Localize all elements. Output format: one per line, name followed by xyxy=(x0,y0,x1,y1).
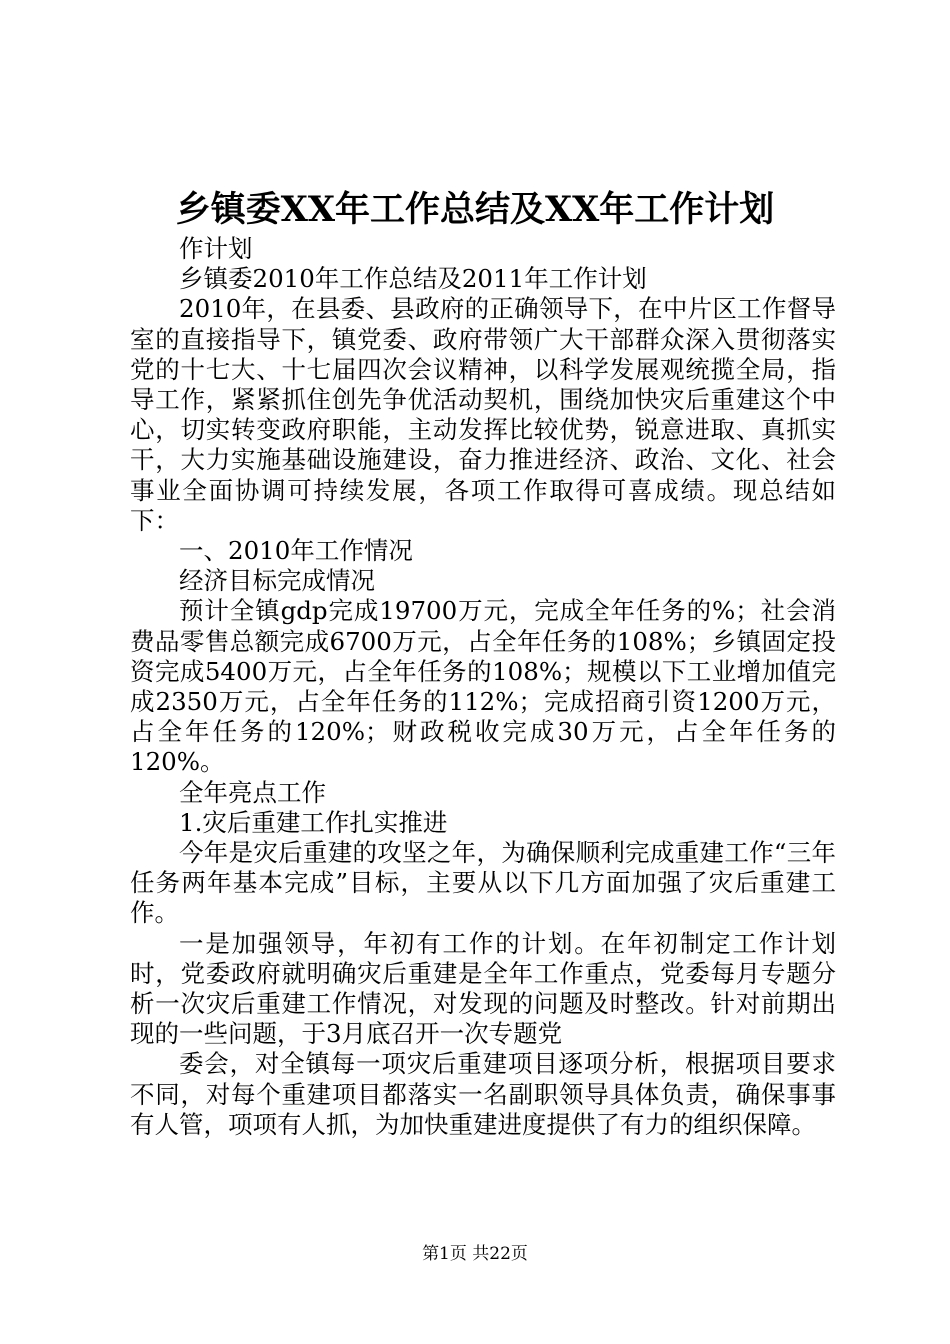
subsection-heading: 全年亮点工作 xyxy=(179,777,326,807)
subsection-heading: 经济目标完成情况 xyxy=(179,566,375,596)
paragraph: 委会，对全镇每一项灾后重建项目逐项分析，根据项目要求不同，对每个重建项目都落实一名副职领导具体负责，确保事事有人管，项项有人抓，为加快重建进度提供了有力的组织保障。 xyxy=(130,1049,836,1139)
paragraph: 今年是灾后重建的攻坚之年，为确保顺利完成重建工作“三年任务两年基本完成”目标，主要从以下几方面加强了灾后重建工作。 xyxy=(130,838,836,928)
page-footer: 第1页 共22页 xyxy=(422,1244,528,1264)
paragraph: 乡镇委2010年工作总结及2011年工作计划 xyxy=(179,264,647,294)
paragraph: 预计全镇gdp完成19700万元，完成全年任务的%；社会消费品零售总额完成6700万元，占全年任务的108%；乡镇固定投资完成5400万元，占全年任务的108%；规模以下工业增加值完成2350万元，占全年任务的112%；完成招商引资1200万元，占全年任务的120%；财政税收完成30万元，占全年任务的120%。 xyxy=(130,596,836,777)
paragraph: 一是加强领导，年初有工作的计划。在年初制定工作计划时，党委政府就明确灾后重建是全年工作重点，党委每月专题分析一次灾后重建工作情况，对发现的问题及时整改。针对前期出现的一些问题，于3月底召开一次专题党 xyxy=(130,928,836,1049)
subsection-heading: 1.灾后重建工作扎实推进 xyxy=(179,807,448,837)
document-title: 乡镇委XX年工作总结及XX年工作计划 xyxy=(175,189,775,230)
section-heading: 一、2010年工作情况 xyxy=(179,536,413,566)
paragraph: 作计划 xyxy=(179,234,253,263)
paragraph: 2010年，在县委、县政府的正确领导下，在中片区工作督导室的直接指导下，镇党委、政府带领广大干部群众深入贯彻落实党的十七大、十七届四次会议精神，以科学发展观统揽全局，指导工作，紧紧抓住创先争优活动契机，围绕加快灾后重建这个中心，切实转变政府职能，主动发挥比较优势，锐意进取、真抓实干，大力实施基础设施建设，奋力推进经济、政治、文化、社会事业全面协调可持续发展，各项工作取得可喜成绩。现总结如下： xyxy=(130,294,836,535)
document-body xyxy=(130,234,836,1140)
